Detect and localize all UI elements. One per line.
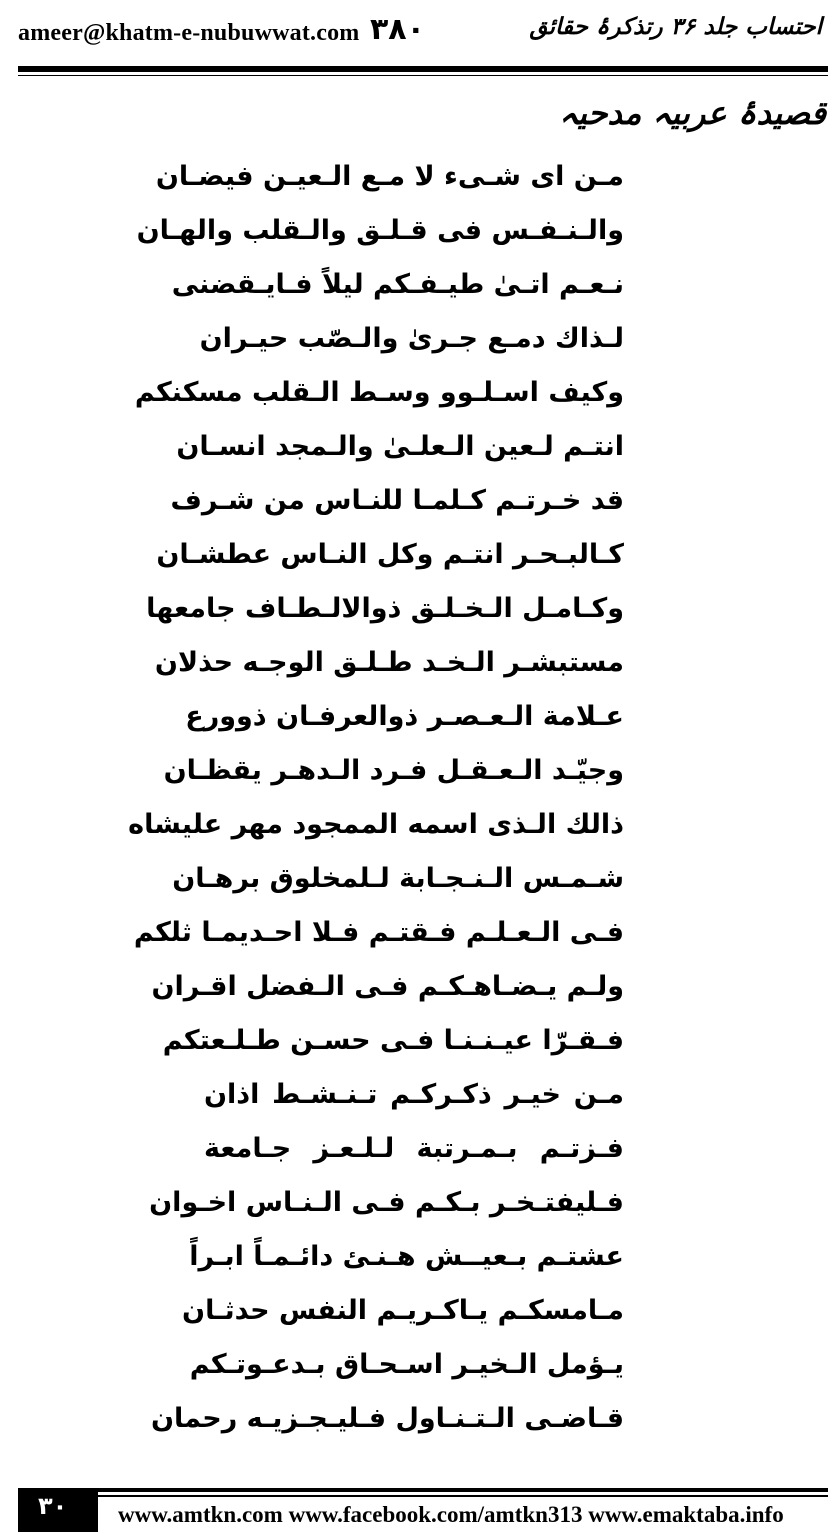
poem xyxy=(128,150,624,1446)
poem-line: فـقـرّا عیـنـنـا فـی حسـن طـلـعتكم xyxy=(162,1025,624,1056)
poem-line: ولـم یـضـاهـكـم فـی الـفضل اقـران xyxy=(151,971,624,1002)
poem-line: نـعـم اتـیٰ طیـفـکم لیلاً فـایـقضنی xyxy=(171,269,624,300)
poem-line: یـؤمل الـخیـر اسـحـاق بـدعـوتـكم xyxy=(189,1349,624,1380)
poem-line: عـلامة الـعـصـر ذوالعرفـان ذوورع xyxy=(185,701,624,732)
poem-line: وكیف اسـلـوو وسـط الـقلب مسكنكم xyxy=(134,377,624,408)
header-rule-thick xyxy=(18,66,828,72)
poem-line: فـزتـم بـمـرتبة لـلـعـز جـامعة xyxy=(204,1133,624,1164)
footer-rule-thin xyxy=(98,1495,828,1497)
poem-line: مـن خیـر ذكـركـم تـنـشـط اذان xyxy=(204,1079,624,1110)
footer-page-number-box xyxy=(18,1488,98,1532)
header-book-title: احتساب جلد ۳۶ رتذکرۂ حقائق xyxy=(529,14,822,40)
poem-line: مـامسكـم یـاكـریـم النفس حدثـان xyxy=(182,1295,624,1326)
poem-line: مستبشـر الـخـد طـلـق الوجـه حذلان xyxy=(154,647,624,678)
poem-line: قد خـرتـم كـلمـا للنـاس من شـرف xyxy=(170,485,624,516)
poem-line: قـاضـی الـتـنـاول فـلیـجـزیـه رحمان xyxy=(150,1403,624,1434)
page-footer xyxy=(0,1488,840,1540)
page-header xyxy=(0,0,840,66)
poem-line: مـن ای شـیء لا مـع الـعیـن فیضـان xyxy=(155,161,624,192)
poem-line: شـمـس الـنـجـابة لـلمخلوق برهـان xyxy=(172,863,624,894)
footer-links: www.amtkn.com www.facebook.com/amtkn313 www.emaktaba.info xyxy=(118,1502,784,1527)
poem-line: ذالك الـذی اسمه الممجود مهر علیشاه xyxy=(128,809,624,840)
footer-page-number: ۳۰ xyxy=(38,1492,68,1520)
header-rule-thin xyxy=(18,75,828,76)
poem-line: وجيّـد الـعـقـل فـرد الـدهـر يقظـان xyxy=(163,755,624,786)
poem-line: والـنـفـس فی قـلـق والـقلب والهـان xyxy=(136,215,624,246)
section-heading: قصیدۂ عربیہ مدحیہ xyxy=(559,94,826,132)
poem-line: كـالبـحـر انتـم وكل النـاس عطشـان xyxy=(156,539,624,570)
poem-line: فـلیفتـخـر بـكـم فـی الـنـاس اخـوان xyxy=(149,1187,624,1218)
poem-line: عشتـم بـعیــش هـنـئ دائـمـاً ابـراً xyxy=(189,1241,624,1272)
poem-line: فـی الـعـلـم فـقتـم فـلا احـدیمـا ثلكم xyxy=(133,917,624,948)
header-page-number: ۳۸۰ xyxy=(370,12,425,47)
poem-line: انتـم لـعین الـعلـیٰ والـمجد انسـان xyxy=(176,431,624,462)
header-email: ameer@khatm-e-nubuwwat.com xyxy=(18,20,360,46)
poem-line: لـذاك دمـع جـریٰ والـصّب حیـران xyxy=(199,323,624,354)
footer-rule-thick xyxy=(98,1488,828,1492)
poem-line: وكـامـل الـخـلـق ذوالالـطـاف جامعها xyxy=(146,593,624,624)
